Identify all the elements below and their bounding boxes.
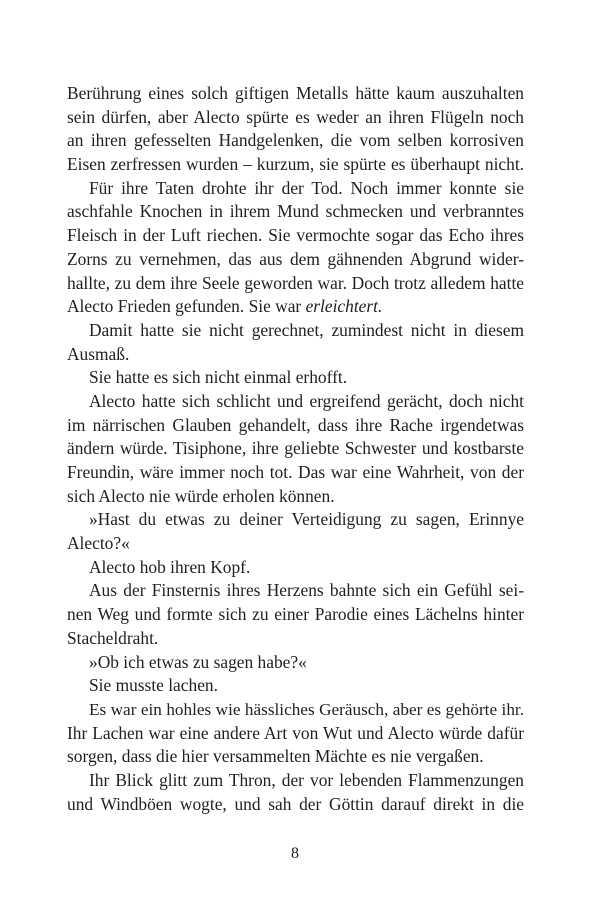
text-line xyxy=(67,579,524,603)
text-line-content: hallte, zu dem ihre Seele geworden war. Doch trotz alledem hatte xyxy=(67,272,524,293)
text-line-content: Freundin, wäre immer noch tot. Das war eine Wahrheit, von der xyxy=(67,462,524,482)
text-line xyxy=(67,390,524,414)
text-line xyxy=(67,745,524,769)
text-line-content: Für ihre Taten drohte ihr der Tod. Noch immer konnte sie xyxy=(89,177,524,198)
text-line xyxy=(67,627,524,651)
text-line-content: nen Weg und formte sich zu einer Parodie eines Lächelns hinter xyxy=(67,604,524,625)
text-line-content: Ihr Blick glitt zum Thron, der vor lebenden Flammenzungen xyxy=(89,769,524,790)
text-line xyxy=(67,485,524,509)
text-line xyxy=(67,414,524,438)
text-line-content: Es war ein hohles wie hässliches Geräusch, aber es gehörte ihr. xyxy=(89,699,524,719)
text-line xyxy=(67,769,524,793)
text-line xyxy=(67,556,524,580)
body-text xyxy=(67,82,524,816)
text-line xyxy=(67,793,524,817)
text-line xyxy=(67,508,524,532)
text-line-content: im närrischen Glauben gehandelt, dass ihre Rache irgendetwas xyxy=(67,414,524,435)
emphasized-word: erleichtert. xyxy=(305,296,383,317)
text-line-content: Berührung eines solch giftigen Metalls hätte kaum auszuhalten xyxy=(67,83,524,103)
text-line-content: Sie hatte es sich nicht einmal erhofft. xyxy=(89,367,348,388)
text-line xyxy=(67,437,524,461)
text-line-content: Damit hatte sie nicht gerechnet, zumindest nicht in diesem xyxy=(89,319,524,340)
text-line xyxy=(67,272,524,296)
text-line xyxy=(67,603,524,627)
text-line xyxy=(67,319,524,343)
text-line-content: Eisen zerfressen wurden – kurzum, sie spürte es überhaupt nicht. xyxy=(67,154,524,175)
text-line-content: Fleisch in der Luft riechen. Sie vermochte sogar das Echo ihres xyxy=(67,225,524,246)
text-line xyxy=(67,106,524,130)
page-number: 8 xyxy=(291,845,299,862)
text-line-content: »Ob ich etwas zu sagen habe?« xyxy=(89,651,307,672)
text-line-content: Ausmaß. xyxy=(67,343,130,364)
text-line xyxy=(67,82,524,106)
text-line-content: sorgen, dass die hier versammelten Mächte es nie vergaßen. xyxy=(67,746,484,767)
text-line-content: Sie musste lachen. xyxy=(89,675,218,696)
text-line-content: Alecto?« xyxy=(67,533,130,554)
text-line xyxy=(67,248,524,272)
text-line xyxy=(67,722,524,746)
text-line-content: und Windböen wogte, und sah der Göttin darauf direkt in die xyxy=(67,793,524,814)
text-line xyxy=(67,224,524,248)
text-line-content: Aus der Finsternis ihres Herzens bahnte sich ein Gefühl sei- xyxy=(89,580,524,601)
text-line-content: Zorns zu vernehmen, das aus dem gähnenden Abgrund wider- xyxy=(67,248,524,269)
text-line xyxy=(67,129,524,153)
text-line xyxy=(67,461,524,485)
text-line xyxy=(67,366,524,390)
text-line xyxy=(67,532,524,556)
text-line xyxy=(67,343,524,367)
text-line xyxy=(67,674,524,698)
text-line-content: sich Alecto nie würde erholen können. xyxy=(67,485,335,506)
text-line-content: an ihren gefesselten Handgelenken, die vom selben korrosiven xyxy=(67,130,524,151)
text-line-content: ändern würde. Tisiphone, ihre geliebte Schwester und kostbarste xyxy=(67,438,524,459)
text-line xyxy=(67,177,524,201)
text-line xyxy=(67,698,524,722)
text-line-content: Stacheldraht. xyxy=(67,627,159,648)
text-line-content: sein dürfen, aber Alecto spürte es weder an ihren Flügeln noch xyxy=(67,106,524,127)
text-line xyxy=(67,295,524,319)
text-line-content: Alecto hatte sich schlicht und ergreifend gerächt, doch nicht xyxy=(89,390,524,411)
text-line-content: Alecto hob ihren Kopf. xyxy=(89,556,251,577)
text-line-content: Ihr Lachen war eine andere Art von Wut und Alecto würde dafür xyxy=(67,722,524,743)
text-line xyxy=(67,200,524,224)
text-line-content: aschfahle Knochen in ihrem Mund schmecken und verbranntes xyxy=(67,201,524,222)
text-line xyxy=(67,153,524,177)
text-line xyxy=(67,651,524,675)
text-line-content: »Hast du etwas zu deiner Verteidigung zu sagen, Erinnye xyxy=(89,509,524,530)
text-line-content: Alecto Frieden gefunden. Sie war xyxy=(67,296,306,317)
